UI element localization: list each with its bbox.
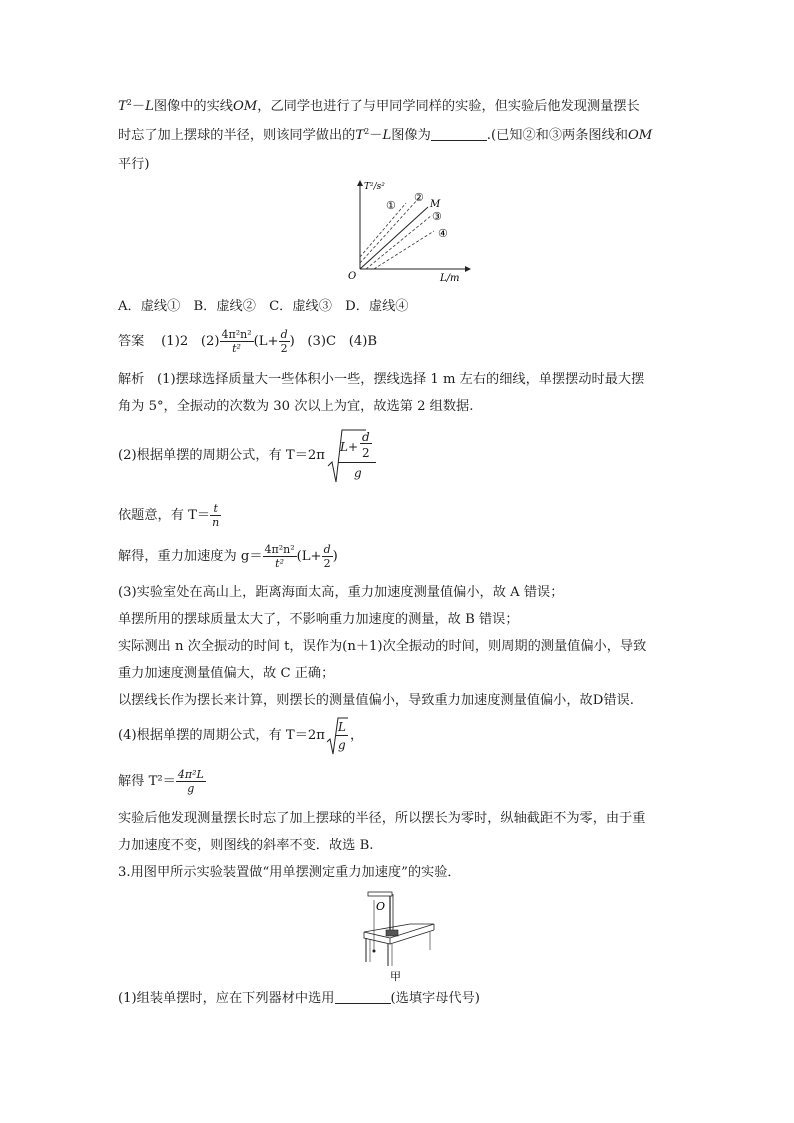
- q3-answer-blank[interactable]: [335, 991, 391, 1004]
- graph-origin: O: [348, 271, 357, 282]
- analysis-line-9: 重力加速度测量值偏大，故 C 正确；: [118, 666, 335, 681]
- g-d-frac: $\frac{d}{2}$: [323, 543, 331, 570]
- analysis-line-6: (3)实验室处在高山上，距离海面太高，重力加速度测量值偏小，故 A 错误；: [118, 585, 564, 600]
- analysis-line-10: 以摆线长作为摆长来计算，则摆长的测量值偏小，导致重力加速度测量值偏小，故D错误.: [118, 693, 634, 708]
- analysis-line-11: (4)根据单摆的周期公式，有 T＝2π L g ，: [118, 716, 325, 756]
- answer-line: 答案 (1)2 (2) $\frac{\text{4π²n²}}{\text{t²}}$ (L+ $\frac{d}{2}$ ) (3)C (4)B: [118, 328, 378, 355]
- answer-blank[interactable]: [431, 128, 487, 141]
- label-4: ④: [438, 227, 448, 240]
- answer-frac: $\frac{\text{4π²n²}}{\text{t²}}$: [221, 328, 252, 355]
- label-3: ③: [432, 210, 442, 223]
- intro-line-1: $T^2-L$图像中的实线OM，乙同学也进行了与甲同学同样的实验，但实验后他发现测量摆长: [118, 98, 640, 114]
- analysis-line-7: 单摆所用的摆球质量太大了，不影响重力加速度的测量，故 B 错误；: [118, 612, 519, 627]
- analysis-line-5: 解得，重力加速度为 g＝ $\frac{\text{4π²n²}}{\text{t²}}$ (L+ $\frac{d}{2}$ ): [118, 543, 338, 570]
- analysis-line-13: 实验后他发现测量摆长时忘了加上摆球的半径，所以摆长为零时，纵轴截距不为零，由于重: [118, 811, 646, 826]
- analysis-line-4: 依题意，有 T＝ $\frac{t}{n}$: [118, 502, 220, 529]
- figure-label: 甲: [390, 970, 401, 983]
- label-1: ①: [386, 199, 396, 212]
- t2-l-graph: [330, 175, 480, 285]
- g-frac: $\frac{\text{4π²n²}}{\text{t²}}$: [264, 543, 295, 570]
- analysis-line-3: (2)根据单摆的周期公式，有 T＝2π L+ d 2 g: [118, 428, 325, 484]
- line-om: [360, 207, 428, 269]
- q3-title: 3.用图甲所示实验装置做“用单摆测定重力加速度”的实验．: [118, 865, 461, 880]
- q3-sub1: (1)组装单摆时，应在下列器材中选用 (选填字母代号): [118, 991, 480, 1006]
- label-m: M: [430, 199, 441, 210]
- analysis-line-8: 实际测出 n 次全振动的时间 t，误作为(n＋1)次全振动的时间，则周期的测量值偏小，导致: [118, 639, 647, 654]
- figure-origin-label: O: [376, 900, 386, 913]
- answer-d-frac: $\frac{d}{2}$: [280, 328, 288, 355]
- intro-line-2: 时忘了加上摆球的半径，则该同学做出的$T^2-L$图像为 .(已知②和③两条图线和OM: [118, 127, 653, 143]
- line-1: [360, 203, 406, 257]
- analysis-line-2: 角为 5°，全振动的次数为 30 次以上为宜，故选第 2 组数据.: [118, 399, 474, 414]
- t-over-n: $\frac{t}{n}$: [212, 502, 220, 529]
- label-2: ②: [414, 191, 424, 204]
- t2-frac: $\frac{\text{4π²L}}{g}$: [177, 768, 204, 795]
- analysis-line-1: 解析 (1)摆球选择质量大一些体积小一些，摆线选择 1 m 左右的细线，单摆摆动时最大摆: [118, 372, 645, 387]
- graph-ylabel: T²/s²: [364, 182, 385, 192]
- graph-xlabel: L/m: [440, 273, 460, 284]
- options-line: A．虚线① B．虚线② C．虚线③ D．虚线④: [118, 299, 409, 314]
- line-3: [366, 215, 432, 269]
- analysis-line-14: 力加速度不变，则图线的斜率不变．故选 B.: [118, 838, 374, 853]
- pendulum-apparatus-figure: [350, 888, 440, 984]
- line-4: [374, 231, 434, 269]
- intro-line-3: 平行): [118, 157, 150, 172]
- analysis-line-12: 解得 T²＝ $\frac{\text{4π²L}}{g}$: [118, 768, 204, 795]
